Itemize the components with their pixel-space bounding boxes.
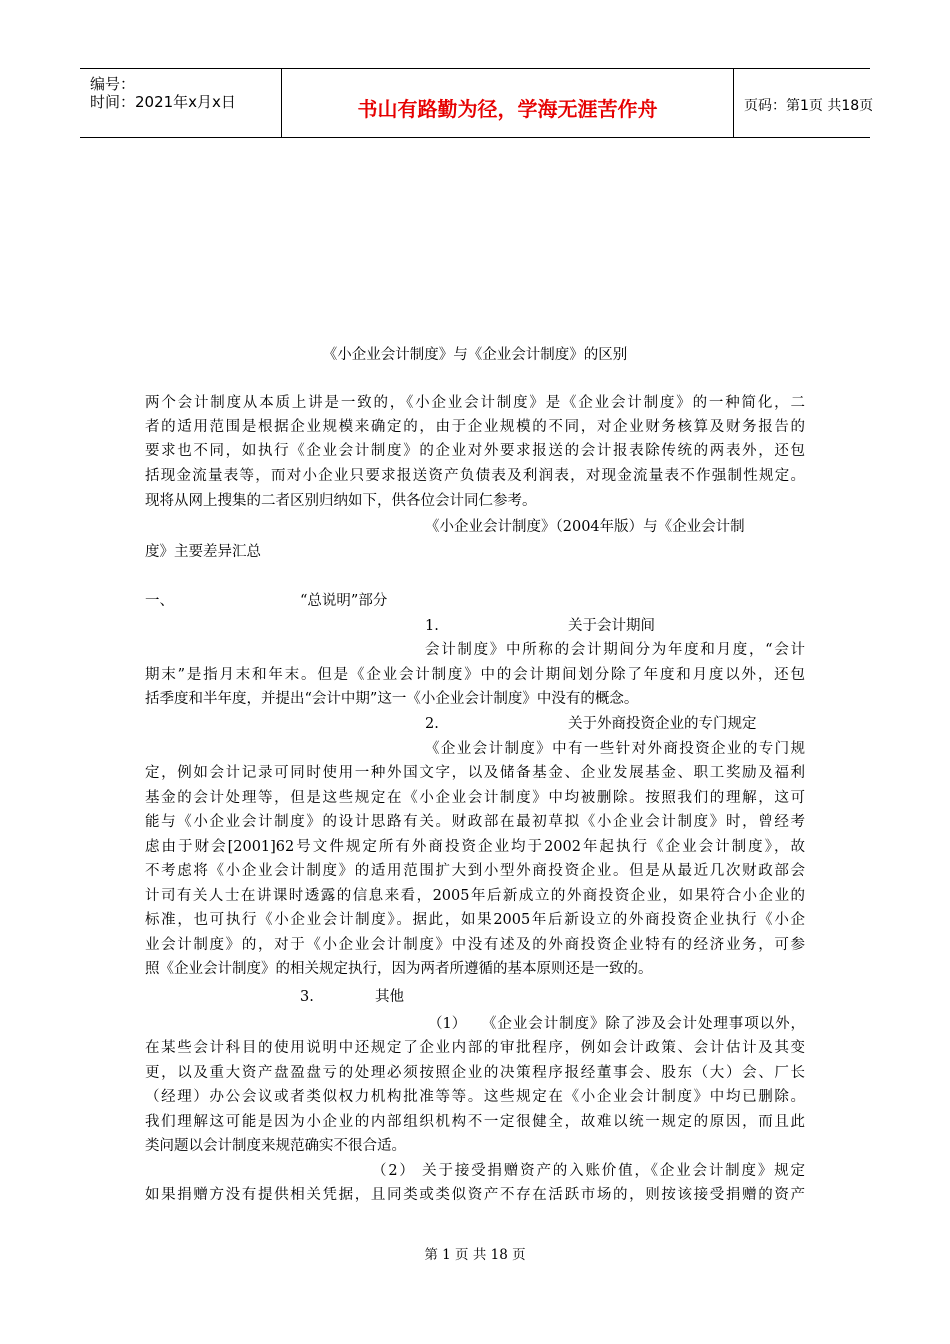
header-motto-cell	[282, 69, 734, 137]
item-text-line: 标准，也可执行《小企业会计制度》。据此，如果2005年后新设立的外商投资企业执行《小企	[145, 912, 805, 928]
item-text-line: （2） 关于接受捐赠资产的入账价值，《企业会计制度》规定	[372, 1163, 805, 1179]
item-number: 3.	[300, 989, 314, 1005]
header-motto: 书山有路勤为径，学海无涯苦作舟	[357, 97, 658, 121]
item-text-line: 《企业会计制度》除了涉及会计处理事项以外，	[482, 1016, 805, 1032]
item-text-line: 《企业会计制度》中有一些针对外商投资企业的专门规	[425, 741, 805, 757]
summary-heading-line1: 《小企业会计制度》（2004年版）与《企业会计制	[425, 519, 745, 535]
item-title: 关于外商投资企业的专门规定	[568, 716, 757, 732]
item-text-line: 括季度和半年度，并提出“会计中期”这一《小企业会计制度》中没有的概念。	[145, 691, 639, 707]
section-title: “总说明”部分	[300, 593, 388, 609]
item-text-line: 基金的会计处理等，但是这些规定在《小企业会计制度》中均被删除。按照我们的理解，这可	[145, 790, 805, 806]
document-title: 《小企业会计制度》与《企业会计制度》的区别	[322, 347, 628, 363]
intro-line: 现将从网上搜集的二者区别归纳如下，供各位会计同仁参考。	[145, 493, 537, 509]
page-footer: 第 1 页 共 18 页	[424, 1247, 526, 1263]
item-text-line: 定，例如会计记录可同时使用一种外国文字，以及储备基金、企业发展基金、职工奖励及福利	[145, 765, 805, 781]
item-text-line: 能与《小企业会计制度》的设计思路有关。财政部在最初草拟《小企业会计制度》时，曾经考	[145, 814, 805, 830]
header-page-cell	[734, 69, 874, 137]
sub-item-number: （1）	[428, 1016, 467, 1032]
section-number: 一、	[145, 593, 174, 609]
header-page-info: 页码：第1页 共18页	[744, 98, 874, 114]
intro-line: 括现金流量表等，而对小企业只要求报送资产负债表及利润表，对现金流量表不作强制性规定。	[145, 468, 805, 484]
item-text-line: 照《企业会计制度》的相关规定执行，因为两者所遵循的基本原则还是一致的。	[145, 961, 653, 977]
item-number: 1.	[425, 618, 439, 634]
page-header	[80, 68, 874, 138]
item-text-line: 更，以及重大资产盘盈盘亏的处理必须按照企业的决策程序报经董事会、股东（大）会、厂长	[145, 1065, 805, 1081]
item-text-line: 类问题以会计制度来规范确实不很合适。	[145, 1138, 406, 1154]
item-text-line: 计司有关人士在讲课时透露的信息来看，2005年后新成立的外商投资企业，如果符合小企业的	[145, 888, 805, 904]
intro-line: 者的适用范围是根据企业规模来确定的，由于企业规模的不同，对企业财务核算及财务报告的	[145, 419, 805, 435]
header-date: 时间：2021年x月x日	[90, 93, 236, 111]
item-number: 2.	[425, 716, 439, 732]
item-text-line: 期末”是指月末和年末。但是《企业会计制度》中的会计期间划分除了年度和月度以外，还包	[145, 667, 805, 683]
item-text-line: 如果捐赠方没有提供相关凭据，且同类或类似资产不存在活跃市场的，则按该接受捐赠的资产	[145, 1187, 805, 1203]
item-text-line: 虑由于财会[2001]62号文件规定所有外商投资企业均于2002年起执行《企业会计制度》，故	[145, 839, 805, 855]
item-text-line: （经理）办公会议或者类似权力机构批准等等。这些规定在《小企业会计制度》中均已删除。	[145, 1089, 805, 1105]
header-number-label: 编号：	[90, 75, 136, 93]
item-title: 其他	[375, 989, 404, 1005]
item-text-line: 业会计制度》的，对于《小企业会计制度》中没有述及的外商投资企业特有的经济业务，可参	[145, 937, 805, 953]
item-text-line: 会计制度》中所称的会计期间分为年度和月度，“会计	[425, 642, 805, 658]
item-text-line: 在某些会计科目的使用说明中还规定了企业内部的审批程序，例如会计政策、会计估计及其变	[145, 1040, 805, 1056]
summary-heading-line2: 度》主要差异汇总	[145, 544, 261, 560]
intro-line: 两个会计制度从本质上讲是一致的，《小企业会计制度》是《企业会计制度》的一种简化，二	[145, 395, 805, 411]
item-text-line: 不考虑将《小企业会计制度》的适用范围扩大到小型外商投资企业。但是从最近几次财政部会	[145, 863, 805, 879]
item-text-line: 我们理解这可能是因为小企业的内部组织机构不一定很健全，故难以统一规定的原因，而且此	[145, 1114, 805, 1130]
item-title: 关于会计期间	[568, 618, 655, 634]
intro-line: 要求也不同，如执行《企业会计制度》的企业对外要求报送的会计报表除传统的两表外，还包	[145, 443, 805, 459]
header-meta-cell	[80, 69, 282, 137]
